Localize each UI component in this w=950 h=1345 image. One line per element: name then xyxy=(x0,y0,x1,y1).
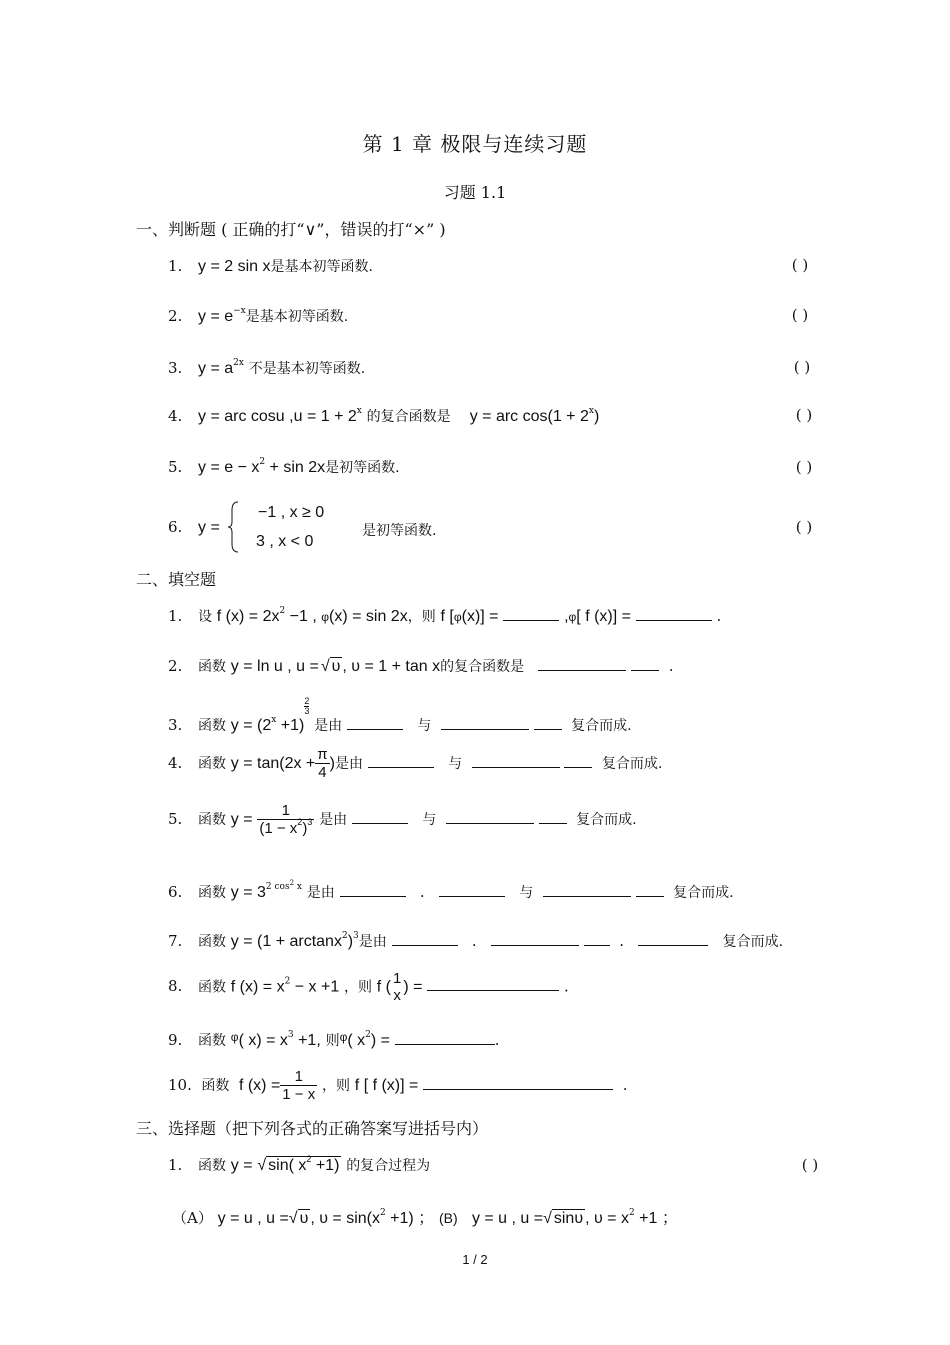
item-text: 与 xyxy=(519,885,534,901)
phi-symbol: φ xyxy=(321,610,330,624)
piecewise-case-1: −1 , x ≥ 0 xyxy=(258,504,325,521)
item-text: 则 xyxy=(325,1033,340,1049)
answer-blank[interactable] xyxy=(392,943,458,946)
item-text: 复合而成. xyxy=(722,934,784,950)
item-text: 函数 xyxy=(198,659,226,675)
section-judge-heading: 一、判断题 ( 正确的打“∨”，错误的打“×” ) xyxy=(136,220,446,239)
fraction-denominator: 4 xyxy=(318,764,327,782)
answer-blank[interactable] xyxy=(564,765,592,768)
formula: ) xyxy=(329,754,335,772)
radicand: sinυ xyxy=(553,1210,584,1227)
fraction-numerator: 1 xyxy=(280,1068,317,1086)
phi-symbol: φ xyxy=(568,610,577,624)
item-text: ，则 xyxy=(407,609,436,625)
choice-item-1: 1. 函数 y = √ sin( $x^2 +1$) 的复合过程为 xyxy=(168,1154,431,1174)
answer-paren[interactable]: ( ) xyxy=(795,518,813,536)
formula: y = arc cos(1 + 2 xyxy=(469,408,589,425)
item-text: 不是基本初等函数. xyxy=(248,361,366,377)
item-number: 4. xyxy=(168,407,183,425)
fill-item-5 xyxy=(168,802,637,838)
exponent: 2 xyxy=(259,457,266,467)
exponent-denominator: 3 xyxy=(304,706,310,716)
fraction xyxy=(391,970,403,1005)
exponent: 2 xyxy=(306,1154,312,1164)
fraction-numerator: 1 xyxy=(393,970,402,987)
period: . xyxy=(564,977,569,996)
fractional-exponent xyxy=(304,697,309,716)
answer-blank[interactable] xyxy=(340,894,406,897)
answer-blank[interactable] xyxy=(491,943,579,946)
formula: (x) = sin 2x xyxy=(329,608,408,625)
exponent: 2 xyxy=(297,817,303,828)
fraction-denominator xyxy=(257,817,314,838)
answer-blank[interactable] xyxy=(439,894,505,897)
item-number: 7. xyxy=(168,932,183,950)
radicand: υ xyxy=(299,1210,309,1227)
item-number: 5. xyxy=(168,458,183,476)
fill-item-8 xyxy=(168,970,569,1005)
phi-symbol: φ xyxy=(230,1030,239,1044)
section-subtitle: 习题 1.1 xyxy=(443,183,507,202)
answer-blank[interactable] xyxy=(423,1087,613,1090)
exponent: 2 xyxy=(628,1208,635,1218)
item-text: 是由 xyxy=(319,811,348,828)
formula: ) = xyxy=(403,978,423,996)
answer-paren[interactable]: ( ) xyxy=(801,1156,819,1174)
fill-item-3 xyxy=(168,696,632,735)
radicand-text: +1) xyxy=(311,1157,340,1174)
option-b-label[interactable]: (B) xyxy=(438,1210,458,1226)
formula: +1) xyxy=(276,717,305,734)
exponent: 2 xyxy=(365,1030,371,1040)
separator-dot: . xyxy=(419,883,425,901)
fraction-denominator: x xyxy=(393,987,401,1005)
answer-blank[interactable] xyxy=(638,943,708,946)
item-number: 1. xyxy=(168,1156,183,1174)
formula: f (x) = x xyxy=(230,978,285,996)
exponent: 2 xyxy=(279,606,286,616)
item-number: 6. xyxy=(168,518,183,536)
answer-blank[interactable] xyxy=(427,988,523,991)
formula: , xyxy=(564,608,569,625)
answer-blank[interactable] xyxy=(636,618,712,621)
choice-options-row: （A） y = u , u =√ υ , $\upsilon = \sin(x^2 +1)$ ； (B) y = u , u =√ sinυ , $\upsilon = x^2 +1$ ； xyxy=(172,1208,678,1227)
exponent: x xyxy=(271,715,277,725)
item-number: 3. xyxy=(168,716,183,734)
exponent: x xyxy=(294,882,302,892)
exponent: −x xyxy=(233,306,246,316)
formula: f [ xyxy=(440,608,454,625)
item-text: 是初等函数. xyxy=(362,523,437,539)
fraction xyxy=(257,802,314,838)
answer-paren[interactable]: ( ) xyxy=(795,458,813,476)
item-text: 是由 xyxy=(358,934,387,950)
fill-item-1 xyxy=(168,606,721,626)
formula: + sin 2x xyxy=(265,459,326,476)
item-text: 是基本初等函数. xyxy=(270,259,373,275)
item-text: 复合而成. xyxy=(601,755,663,772)
answer-paren[interactable]: ( ) xyxy=(791,306,809,324)
item-text: 与 xyxy=(422,811,437,828)
item-number: 10. xyxy=(168,1075,192,1094)
item-text: 函数 xyxy=(198,979,226,996)
denominator-text: ) xyxy=(302,820,308,838)
fill-item-4 xyxy=(168,746,662,782)
item-text: 函数 xyxy=(198,934,226,950)
answer-blank[interactable] xyxy=(523,988,559,991)
item-text: 的复合过程为 xyxy=(346,1158,431,1174)
item-text: 设 xyxy=(198,609,212,625)
item-text: 与 xyxy=(417,718,432,734)
item-text: 是由 xyxy=(306,885,335,901)
formula: y = u , u = xyxy=(471,1210,544,1227)
item-text: 是基本初等函数. xyxy=(245,309,349,325)
item-number: 8. xyxy=(168,977,183,996)
exponent: 2x xyxy=(233,358,244,368)
answer-blank[interactable] xyxy=(539,821,567,824)
formula: f [ f (x)] = xyxy=(354,1076,419,1094)
answer-blank[interactable] xyxy=(631,668,659,671)
formula: y = (2 xyxy=(230,717,272,734)
answer-blank[interactable] xyxy=(446,821,534,824)
answer-blank[interactable] xyxy=(368,765,434,768)
fill-item-6 xyxy=(168,879,734,902)
item-number: 6. xyxy=(168,883,183,901)
item-text: 是初等函数. xyxy=(325,460,400,476)
formula: y = (1 + arctanx xyxy=(230,933,342,950)
period: . xyxy=(494,1031,500,1049)
item-number: 2. xyxy=(168,307,183,325)
item-number: 9. xyxy=(168,1031,183,1049)
answer-blank[interactable] xyxy=(538,668,626,671)
radicand-text: sin( x xyxy=(268,1157,307,1174)
judge-item-5 xyxy=(168,457,400,477)
answer-blank[interactable] xyxy=(395,1042,495,1045)
formula: y = ln u , u = xyxy=(230,658,319,675)
fill-item-2: 2. 函数 y = ln u , u = √ υ , υ = 1 + tan x的复合函数是 . xyxy=(168,657,674,675)
item-text: 函数 xyxy=(198,755,226,772)
answer-blank[interactable] xyxy=(347,727,403,730)
item-text: 函数 xyxy=(201,1077,230,1094)
formula: y = tan(2x + xyxy=(230,754,316,772)
formula: ( x xyxy=(347,1032,366,1049)
formula: +1) ； xyxy=(385,1210,435,1227)
separator-dot: . xyxy=(471,932,477,950)
brace-icon xyxy=(226,500,240,554)
item-number: 1. xyxy=(168,257,183,275)
item-text: ，则 xyxy=(322,1077,351,1094)
formula: y = u , u = xyxy=(217,1210,289,1227)
answer-paren[interactable]: ( ) xyxy=(793,358,811,376)
answer-blank[interactable] xyxy=(636,894,664,897)
formula: −1 , xyxy=(285,608,322,625)
formula: y = xyxy=(198,519,220,536)
fraction-numerator: 1 xyxy=(257,802,314,820)
fill-item-7 xyxy=(168,931,783,951)
piecewise-case-2: 3 , x < 0 xyxy=(256,533,314,550)
formula: ) = xyxy=(370,1032,390,1049)
judge-item-1 xyxy=(168,256,373,276)
chapter-title: 第 1 章 极限与连续习题 xyxy=(362,132,588,156)
item-number: 5. xyxy=(168,809,183,828)
exponent: 2 xyxy=(289,879,295,887)
formula: +1, xyxy=(293,1032,321,1049)
item-text: 复合而成. xyxy=(571,718,632,734)
fraction xyxy=(315,746,329,782)
radicand: υ xyxy=(331,658,341,675)
item-text: 函数 xyxy=(198,885,226,901)
exponent: 3 xyxy=(353,931,359,941)
period: . xyxy=(622,1075,628,1094)
formula: y = 2 sin x xyxy=(198,258,271,275)
item-number: 1. xyxy=(168,607,183,625)
item-text: 函数 xyxy=(198,1158,226,1174)
section-choice-heading: 三、选择题（把下列各式的正确答案写进括号内） xyxy=(136,1119,489,1138)
formula: y = e xyxy=(198,308,234,325)
item-text: 的复合函数是 xyxy=(440,659,525,675)
denominator-text: (1 − x xyxy=(259,820,298,838)
fraction xyxy=(280,1068,317,1104)
judge-item-2 xyxy=(168,306,348,326)
formula: ( x) = x xyxy=(238,1032,288,1049)
formula: ) xyxy=(347,933,354,950)
fill-item-9 xyxy=(168,1030,500,1050)
item-text: 函数 xyxy=(198,718,226,734)
separator-dot: . xyxy=(619,932,625,950)
item-number: 4. xyxy=(168,753,183,772)
piecewise-brace xyxy=(226,500,246,552)
item-text: 是由 xyxy=(334,755,363,772)
item-text: 复合而成. xyxy=(576,811,637,828)
phi-symbol: φ xyxy=(453,610,462,624)
formula: y = arc cosu ,u = 1 + 2 xyxy=(198,408,357,425)
phi-symbol: φ xyxy=(339,1030,348,1044)
answer-blank[interactable] xyxy=(441,727,529,730)
formula: y = xyxy=(230,1157,253,1174)
formula: , υ = 1 + tan x xyxy=(342,658,441,675)
item-number: 2. xyxy=(168,657,183,675)
section-fill-heading: 二、填空题 xyxy=(136,570,217,589)
formula: [ f (x)] = xyxy=(576,608,631,625)
judge-item-3 xyxy=(168,358,365,378)
fraction-numerator: π xyxy=(317,746,328,763)
answer-blank[interactable] xyxy=(584,943,610,946)
radicand xyxy=(266,1156,341,1174)
item-text: 的复合函数是 xyxy=(366,409,451,425)
formula: f (x) = xyxy=(238,1076,281,1094)
period: . xyxy=(668,657,674,675)
formula: y = e − x xyxy=(198,459,260,476)
fraction-denominator: 1 − x xyxy=(282,1086,316,1104)
judge-item-6 xyxy=(168,518,220,537)
answer-blank[interactable] xyxy=(472,765,560,768)
item-text: 是由 xyxy=(314,718,343,734)
formula: f ( xyxy=(376,978,391,996)
answer-paren[interactable]: ( ) xyxy=(795,406,813,424)
answer-blank[interactable] xyxy=(352,821,408,824)
formula: ) xyxy=(593,408,600,425)
formula: , υ = sin(x xyxy=(310,1210,380,1227)
formula: y = 3 xyxy=(230,884,266,901)
exponent: 2 cos xyxy=(265,882,290,892)
exponent: 2 xyxy=(379,1208,386,1218)
item-text: 函数 xyxy=(198,1033,226,1049)
formula: (x)] = xyxy=(461,608,499,625)
formula: f (x) = 2x xyxy=(216,608,280,625)
answer-paren[interactable]: ( ) xyxy=(791,256,809,274)
item-text: 与 xyxy=(448,755,463,772)
exponent: 2 xyxy=(284,976,291,987)
item-text: 复合而成. xyxy=(673,885,734,901)
exponent: x xyxy=(588,406,594,416)
judge-item-4 xyxy=(168,406,599,426)
formula: +1 ； xyxy=(634,1210,678,1227)
formula: y = xyxy=(230,810,253,828)
exponent: 2 xyxy=(341,931,348,941)
item-number: 3. xyxy=(168,359,183,377)
exponent: x xyxy=(356,406,362,416)
formula: , υ = x xyxy=(585,1210,629,1227)
exponent: 3 xyxy=(287,1030,294,1040)
formula: y = a xyxy=(198,360,234,377)
answer-blank[interactable] xyxy=(534,727,562,730)
answer-blank[interactable] xyxy=(543,894,631,897)
item-text: 函数 xyxy=(198,811,226,828)
option-a-label[interactable]: （A） xyxy=(172,1209,213,1227)
answer-blank[interactable] xyxy=(503,618,559,621)
period: . xyxy=(716,607,722,625)
fill-item-10 xyxy=(168,1068,627,1104)
exponent: 3 xyxy=(307,817,313,828)
item-text: ，则 xyxy=(344,979,372,996)
formula: − x +1 xyxy=(290,978,340,996)
exponent-numerator: 2 xyxy=(304,696,310,706)
page-number: 1 / 2 xyxy=(462,1252,488,1267)
